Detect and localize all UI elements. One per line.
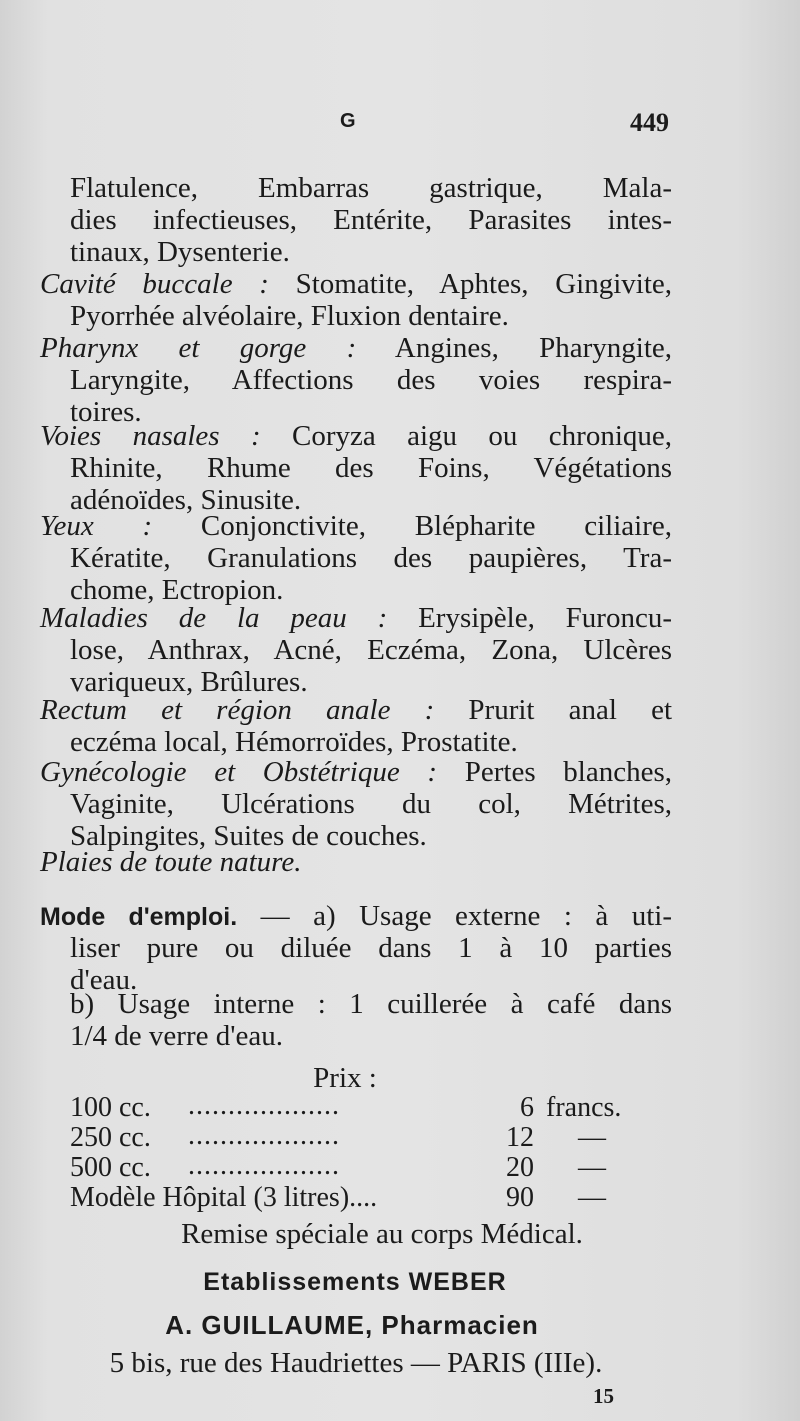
price-unit: —: [578, 1182, 606, 1213]
price-label: 100 cc.: [70, 1092, 151, 1123]
indication-line: Salpingites, Suites de couches.: [70, 820, 427, 852]
intro-paragraph: [40, 172, 672, 268]
price-unit: —: [578, 1122, 606, 1153]
indication-first-line: [40, 510, 672, 542]
mode-heading: Mode d'emploi.: [40, 903, 238, 931]
indication-line: adénoïdes, Sinusite.: [70, 484, 302, 516]
indication-term: Gynécologie et Obstétrique :: [40, 756, 438, 788]
indication-line: Pyorrhée alvéolaire, Fluxion dentaire.: [70, 300, 509, 332]
indication-term: Pharynx et gorge :: [40, 332, 357, 364]
indication-term: Rectum et région anale :: [40, 694, 435, 726]
indication-line: Laryngite, Affections des voies respira-: [70, 364, 672, 396]
indication-line: Rhinite, Rhume des Foins, Végétations: [70, 452, 672, 484]
indication-first-line: [40, 602, 672, 634]
mode-line: d'eau.: [70, 964, 138, 996]
indication-term: Yeux :: [40, 510, 153, 542]
leader-dots: ...................: [188, 1120, 340, 1151]
leader-dots: ...................: [188, 1150, 340, 1181]
indication-line: variqueux, Brûlures.: [70, 666, 308, 698]
mode-part-a-intro: — a) Usage externe : à uti-: [237, 900, 672, 932]
leader-dots: ...................: [188, 1090, 340, 1121]
indication-text: Conjonctivite, Blépharite ciliaire,: [152, 510, 672, 542]
indication-text: Pertes blanches,: [437, 756, 672, 788]
price-row: [70, 1092, 670, 1124]
mode-part-b-line: b) Usage interne : 1 cuillerée à café dans: [70, 988, 672, 1020]
indication-text: Angines, Pharyngite,: [356, 332, 673, 364]
indication-gynecologie: [40, 756, 672, 852]
indication-rectum: [40, 694, 672, 758]
price-row: [70, 1122, 670, 1154]
indication-line: Vaginite, Ulcérations du col, Métrites,: [70, 788, 672, 820]
price-label: 250 cc.: [70, 1122, 151, 1153]
price-label: 500 cc.: [70, 1152, 151, 1183]
indication-first-line: [40, 420, 672, 452]
mode-emploi: [40, 900, 672, 996]
pharmacist-name: A. GUILLAUME, Pharmacien: [165, 1310, 539, 1340]
price-row: [70, 1152, 670, 1184]
signature-number: 15: [593, 1384, 614, 1408]
indication-term: Cavité buccale :: [40, 268, 269, 300]
indication-line: Kératite, Granulations des paupières, Tra-: [70, 542, 672, 574]
intro-line: Flatulence, Embarras gastrique, Mala-: [70, 172, 672, 204]
mode-line: liser pure ou diluée dans 1 à 10 parties: [70, 932, 672, 964]
establishment-name: Etablissements WEBER: [203, 1268, 507, 1296]
indication-first-line: [40, 332, 672, 364]
mode-part-b-line: 1/4 de verre d'eau.: [70, 1020, 283, 1052]
indication-line: chome, Ectropion.: [70, 574, 284, 606]
prices-heading: Prix :: [313, 1062, 377, 1094]
indication-term: Plaies de toute nature.: [40, 846, 302, 878]
price-row: [70, 1182, 670, 1214]
indication-text: Coryza aigu ou chronique,: [260, 420, 672, 452]
indication-pharynx: [40, 332, 672, 428]
indication-line: lose, Anthrax, Acné, Eczéma, Zona, Ulcères: [70, 634, 672, 666]
price-value: 12: [506, 1122, 534, 1153]
price-value: 20: [506, 1152, 534, 1183]
indication-text: Erysipèle, Furoncu-: [387, 602, 672, 634]
indication-line: eczéma local, Hémorroïdes, Prostatite.: [70, 726, 518, 758]
indication-voies-nasales: [40, 420, 672, 516]
address-line: 5 bis, rue des Haudriettes — PARIS (IIIe).: [109, 1347, 603, 1379]
indication-maladies-peau: [40, 602, 672, 698]
mode-part-b: [40, 988, 672, 1052]
indication-plaies: [40, 846, 672, 878]
price-unit: francs.: [546, 1092, 622, 1123]
intro-line: dies infectieuses, Entérite, Parasites intes-: [70, 204, 672, 236]
indication-text: Prurit anal et: [434, 694, 673, 726]
indication-line: toires.: [70, 396, 142, 428]
price-value: 6: [520, 1092, 534, 1123]
indication-term: Maladies de la peau :: [40, 602, 388, 634]
indication-term: Voies nasales :: [40, 420, 261, 452]
indication-first-line: [40, 694, 672, 726]
page-number: 449: [630, 108, 669, 137]
price-unit: —: [578, 1152, 606, 1183]
price-label: Modèle Hôpital (3 litres)....: [70, 1182, 378, 1213]
indication-text: Stomatite, Aphtes, Gingivite,: [268, 268, 673, 300]
intro-line: tinaux, Dysenterie.: [70, 236, 290, 268]
indication-yeux: [40, 510, 672, 606]
indication-cavite-buccale: [40, 268, 672, 332]
discount-note: Remise spéciale au corps Médical.: [181, 1218, 583, 1250]
indication-first-line: [40, 268, 672, 300]
price-value: 90: [506, 1182, 534, 1213]
indication-first-line: [40, 756, 672, 788]
section-letter: G: [340, 110, 356, 132]
mode-first-line: [40, 900, 672, 932]
